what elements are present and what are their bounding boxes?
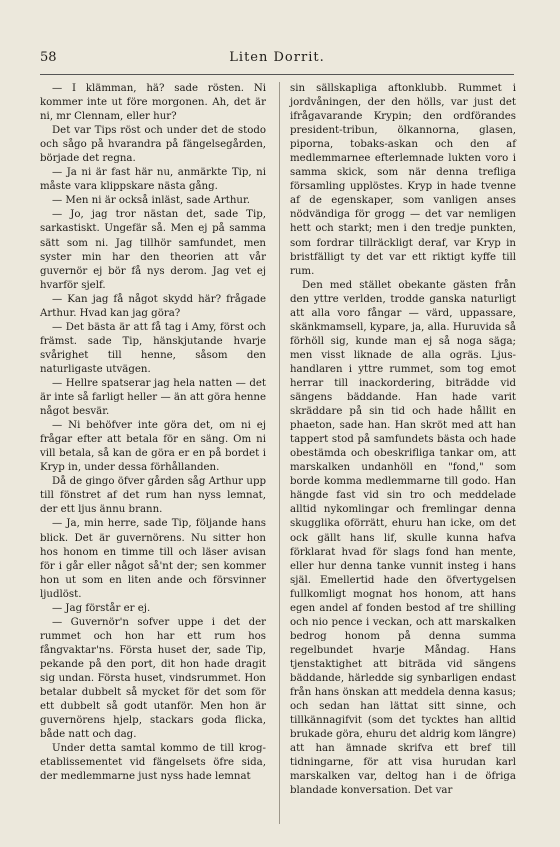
paragraph: — Ja, min herre, sade Tip, följande hans blick. Det är guvernörens. Nu sitter hon hos honom en timme till och läser avisan för i går eller något så'nt der; sen kommer hon ut som en liten ande och försvinner ljudlöst. bbox=[40, 518, 266, 600]
paragraph: sin sällskapliga aftonklubb. Rummet i jordvåningen, der den hölls, var just det ifrågavarande Krypin; den ordförandes president-tribun, ölkannorna, glasen, piporna, tobaks-askan och den af medlemmarnee efterlemnade lukten voro i samma skick, som när denna trefliga församling upplöstes. Kryp in hade tvenne af de egenskaper, som vanligen anses nödvändiga för grogg — det var nemligen hett och starkt; men i den tredje punkten, som fordrar tillräckligt deraf, var Kryp in bristfälligt ty det var ett riktigt kyffe till rum. bbox=[290, 83, 516, 277]
running-title: Liten Dorrit. bbox=[229, 50, 325, 65]
page-header bbox=[40, 50, 514, 68]
paragraph: — Kan jag få något skydd här? frågade Arthur. Hvad kan jag göra? bbox=[40, 293, 266, 319]
paragraph: — Hellre spatserar jag hela natten — det är inte så farligt heller — än att göra henne något besvär. bbox=[40, 377, 266, 418]
paragraph: — Jag förstår er ej. bbox=[52, 602, 151, 614]
paragraph: — Ni behöfver inte göra det, om ni ej frågar efter att betala för en säng. Om ni vill betala, så kan de göra er en på bordet i Kryp in, under dessa förhållanden. bbox=[40, 420, 266, 474]
page-number: 58 bbox=[40, 50, 57, 65]
paragraph: Det var Tips röst och under det de stodo och sågo på hvarandra på fängelsegården, började det regna. bbox=[40, 125, 266, 165]
paragraph: — Guvernör'n sofver uppe i det der rummet och hon har ett rum hos fångvaktar'ns. Första huset der, sade Tip, pekande på den port, dit hon hade dragit sig undan. Första huset, vindsrummet. Hon betalar dubbelt så mycket för det som för ett dubbelt så godt utanför. Men hon är guvernörens hjelp, stackars goda flicka, både natt och dag. bbox=[40, 616, 266, 741]
paragraph: — I klämman, hä? sade rösten. Ni kommer inte ut före morgonen. Ah, det är ni, mr Clennam, eller hur? bbox=[40, 83, 266, 123]
column-divider bbox=[279, 82, 280, 824]
right-column bbox=[290, 82, 516, 798]
paragraph: — Jo, jag tror nästan det, sade Tip, sarkastiskt. Ungefär så. Men ej på samma sätt som ni. Jag tillhör samfundet, men syster min har den theorien att vår guvernör ej bör få nys derom. Jag vet ej hvarför sjelf. bbox=[40, 209, 266, 291]
paragraph: Under detta samtal kommo de till krog-etablissementet vid fängelsets öfre sida, der medlemmarne just nyss hade lemnat bbox=[40, 743, 266, 783]
paragraph: — Ja ni är fast här nu, anmärkte Tip, ni måste vara klippskare nästa gång. bbox=[40, 167, 266, 193]
header-rule bbox=[40, 74, 514, 75]
paragraph: Den med stället obekante gästen från den yttre verlden, trodde ganska naturligt att alla voro fångar — värd, uppassare, skänkmamsell, kypare, ja, alla. Huruvida så förhöll sig, kunde man ej så noga säga; men visst liknade de alla ogräs. Ljus-handlaren i yttre rummet, som tog emot herrar till inackordering, biträdde vid sängens bäddande. Han hade varit skräddare på sin tid och hade hållit en phaeton, sade han. Han skröt med att han tappert stod på samfundets bästa och hade obestämda och obeskrifliga tankar om, att marskalken undanhöll en "fond," som borde komma medlemmarne till godo. Han hängde fast vid sin tro och meddelade alltid nykomlingar och fremlingar denna skugglika oförrätt, ehuru han icke, om det ock gällt hans lif, skulle kunna hafva förklarat hvad för slags fond han mente, eller hur denna tanke vunnit insteg i hans själ. Emellertid hade den öfvertygelsen fullkomligt mognat hos honom, att hans egen andel af fonden bestod af tre shilling och nio pence i veckan, och att marskalken bedrog honom på denna summa regelbundet hvarje Måndag. Hans tjenstaktighet att biträda vid sängens bäddande, härledde sig synbarligen endast från hans önskan att meddela denna kasus; och sedan han lättat sitt sinne, och tillkännagifvit (som det tycktes han alltid brukade göra, ehuru det aldrig kom längre) att han ämnade skrifva ett bref till tidningarne, för att visa hurudan karl marskalken var, deltog han i de öfriga blandade konversation. Det var bbox=[290, 279, 517, 797]
paragraph: Då de gingo öfver gården såg Arthur upp till fönstret af det rum han nyss lemnat, der ett ljus ännu brann. bbox=[40, 476, 266, 516]
paragraph: — Men ni är också inläst, sade Arthur. bbox=[52, 195, 250, 207]
paragraph: — Det bästa är att få tag i Amy, först och främst. sade Tip, hänskjutande hvarje svårighet till henne, såsom den naturligaste utvägen. bbox=[40, 321, 266, 375]
left-column bbox=[40, 82, 266, 784]
